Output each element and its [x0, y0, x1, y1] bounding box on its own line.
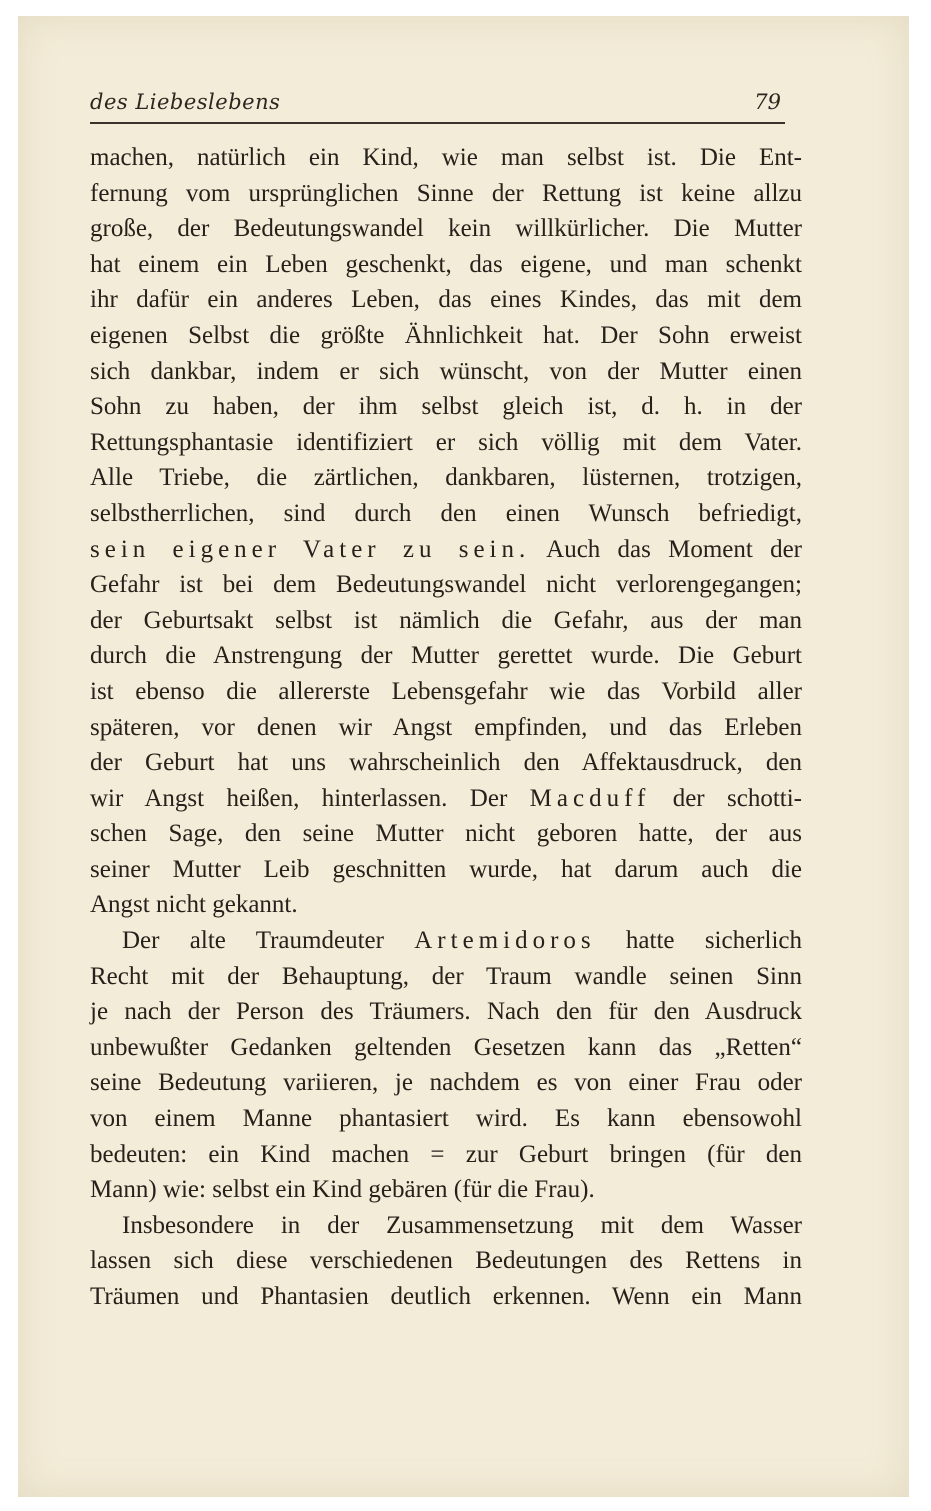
text-line: seiner Mutter Leib geschnitten wurde, hat darum auch die	[90, 855, 802, 883]
text-line: späteren, vor denen wir Angst empfinden, und das Erleben	[90, 713, 802, 741]
text-line: ist ebenso die allererste Lebensgefahr wie das Vorbild aller	[90, 677, 802, 705]
paragraph-2	[90, 923, 802, 1208]
text-line: selbstherrlichen, sind durch den einen Wunsch befriedigt,	[90, 499, 802, 527]
text-line: der Geburt hat uns wahrscheinlich den Affektausdruck, den	[90, 749, 802, 777]
running-header	[90, 84, 785, 120]
paragraph-3	[90, 1208, 802, 1315]
header-rule	[90, 122, 785, 124]
running-title: des Liebeslebens	[90, 90, 281, 114]
text-line: Träumen und Phantasien deutlich erkennen. Wenn ein Mann	[90, 1283, 802, 1310]
text-line: bedeuten: ein Kind machen = zur Geburt bringen (für den	[90, 1140, 802, 1168]
text-line: Gefahr ist bei dem Bedeutungswandel nicht verlorengegangen;	[90, 571, 802, 599]
text-line: durch die Anstrengung der Mutter gerettet wurde. Die Geburt	[90, 642, 802, 670]
text-line: ihr dafür ein anderes Leben, das eines Kindes, das mit dem	[90, 286, 802, 314]
text-fragment: der schotti-	[650, 784, 802, 812]
text-line-macduff	[90, 781, 802, 817]
body-text	[90, 140, 802, 1315]
emphasis-spaced: sein eigener Vater zu sein.	[90, 535, 531, 563]
text-line: unbewußter Gedanken geltenden Gesetzen kann das „Retten“	[90, 1033, 802, 1061]
emphasis-spaced: Artemidoros	[414, 927, 596, 955]
text-line: eigenen Selbst die größte Ähnlichkeit hat. Der Sohn erweist	[90, 321, 802, 349]
text-line: Rettungsphantasie identifiziert er sich völlig mit dem Vater.	[90, 428, 802, 456]
text-line: der Geburtsakt selbst ist nämlich die Gefahr, aus der man	[90, 606, 802, 634]
text-line: hat einem ein Leben geschenkt, das eigene, und man schenkt	[90, 250, 802, 278]
text-line-artemidoros	[90, 923, 802, 959]
text-line-spaced	[90, 532, 802, 568]
text-fragment: hatte sicherlich	[595, 927, 802, 955]
text-line: Sohn zu haben, der ihm selbst gleich ist, d. h. in der	[90, 393, 802, 421]
text-line: Recht mit der Behauptung, der Traum wandle seinen Sinn	[90, 962, 802, 990]
text-line: machen, natürlich ein Kind, wie man selbst ist. Die Ent-	[90, 144, 802, 171]
text-line: Mann) wie: selbst ein Kind gebären (für die Frau).	[90, 1176, 595, 1204]
text-fragment: wir Angst heißen, hinterlassen. Der	[90, 784, 530, 812]
paragraph-1	[90, 140, 802, 923]
text-line: seine Bedeutung variieren, je nachdem es von einer Frau oder	[90, 1069, 802, 1097]
emphasis-spaced: Macduff	[529, 784, 651, 812]
text-line: lassen sich diese verschiedenen Bedeutungen des Rettens in	[90, 1247, 802, 1275]
text-line: je nach der Person des Träumers. Nach den für den Ausdruck	[90, 998, 802, 1026]
text-line: Alle Triebe, die zärtlichen, dankbaren, lüsternen, trotzigen,	[90, 464, 802, 492]
text-line: Angst nicht gekannt.	[90, 891, 298, 919]
page-number: 79	[754, 90, 781, 114]
text-fragment: Der alte Traumdeuter	[122, 927, 415, 955]
text-fragment: Auch das Moment der	[530, 535, 803, 563]
text-line: große, der Bedeutungswandel kein willkürlicher. Die Mutter	[90, 215, 802, 243]
text-line: sich dankbar, indem er sich wünscht, von der Mutter einen	[90, 357, 802, 385]
text-line: schen Sage, den seine Mutter nicht geboren hatte, der aus	[90, 820, 802, 848]
text-line: von einem Manne phantasiert wird. Es kann ebensowohl	[90, 1105, 802, 1133]
text-line: fernung vom ursprünglichen Sinne der Rettung ist keine allzu	[90, 179, 802, 207]
text-line: Insbesondere in der Zusammensetzung mit dem Wasser	[122, 1211, 802, 1239]
